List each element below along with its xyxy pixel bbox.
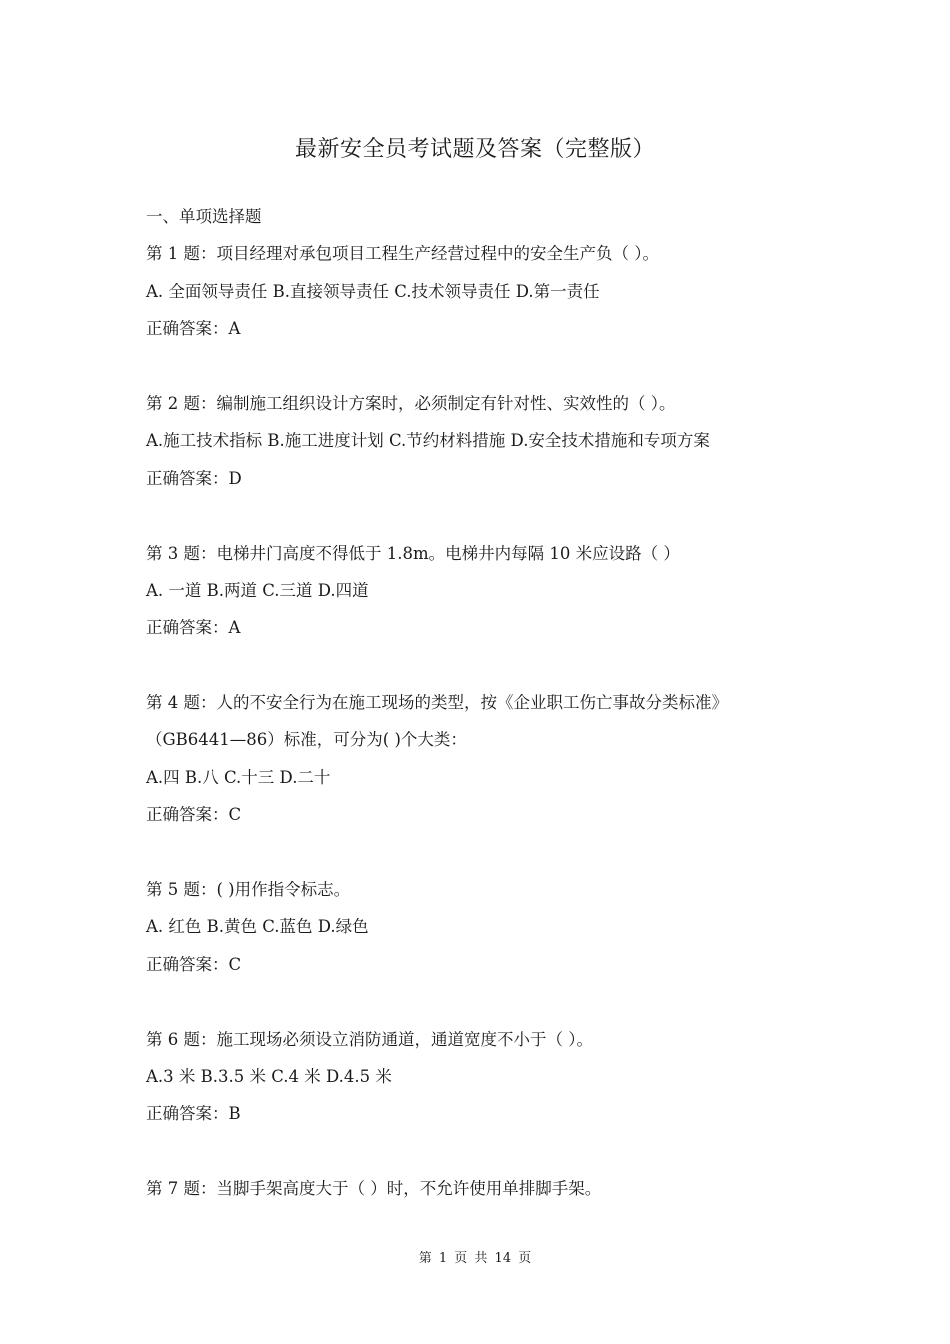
spacer	[146, 497, 836, 534]
question-7-text: 第 7 题：当脚手架高度大于（ ）时，不允许使用单排脚手架。	[146, 1179, 602, 1199]
question-3-answer: 正确答案：A	[146, 618, 241, 638]
spacer	[146, 1133, 836, 1170]
question-2-text: 第 2 题：编制施工组织设计方案时，必须制定有针对性、实效性的（ ）。	[146, 393, 676, 413]
spacer	[146, 983, 836, 1020]
question-4-answer: 正确答案：C	[146, 805, 242, 825]
spacer	[146, 647, 836, 684]
question-4-text: 第 4 题：人的不安全行为在施工现场的类型，按《企业职工伤亡事故分类标准》	[146, 693, 728, 713]
document-title: 最新安全员考试题及答案（完整版）	[294, 137, 655, 162]
question-4-options: A.四 B.八 C.十三 D.二十	[146, 767, 331, 787]
question-5-options: A. 红色 B.黄色 C.蓝色 D.绿色	[146, 917, 369, 937]
question-5-text: 第 5 题：( )用作指令标志。	[146, 880, 351, 900]
question-1-options: A. 全面领导责任 B.直接领导责任 C.技术领导责任 D.第一责任	[146, 281, 600, 301]
spacer	[146, 834, 836, 871]
question-3-options: A. 一道 B.两道 C.三道 D.四道	[146, 580, 369, 600]
question-1-text: 第 1 题：项目经理对承包项目工程生产经营过程中的安全生产负（ ）。	[146, 244, 659, 264]
document-body	[146, 198, 836, 1208]
question-2-options: A.施工技术指标 B.施工进度计划 C.节约材料措施 D.安全技术措施和专项方案	[146, 431, 710, 451]
question-6-text: 第 6 题：施工现场必须设立消防通道，通道宽度不小于（ ）。	[146, 1029, 593, 1049]
section-heading: 一、单项选择题	[146, 207, 262, 226]
question-6-answer: 正确答案：B	[146, 1104, 241, 1124]
question-6-options: A.3 米 B.3.5 米 C.4 米 D.4.5 米	[146, 1066, 392, 1086]
spacer	[146, 348, 836, 385]
page-footer: 第 1 页 共 14 页	[418, 1251, 532, 1266]
question-2-answer: 正确答案：D	[146, 468, 242, 488]
question-4-text-continued: （GB6441—86）标准，可分为( )个大类：	[146, 730, 467, 750]
question-5-answer: 正确答案：C	[146, 954, 242, 974]
question-3-text: 第 3 题：电梯井门高度不得低于 1.8m。电梯井内每隔 10 米应设路（ ）	[146, 543, 680, 563]
question-1-answer: 正确答案：A	[146, 319, 241, 339]
